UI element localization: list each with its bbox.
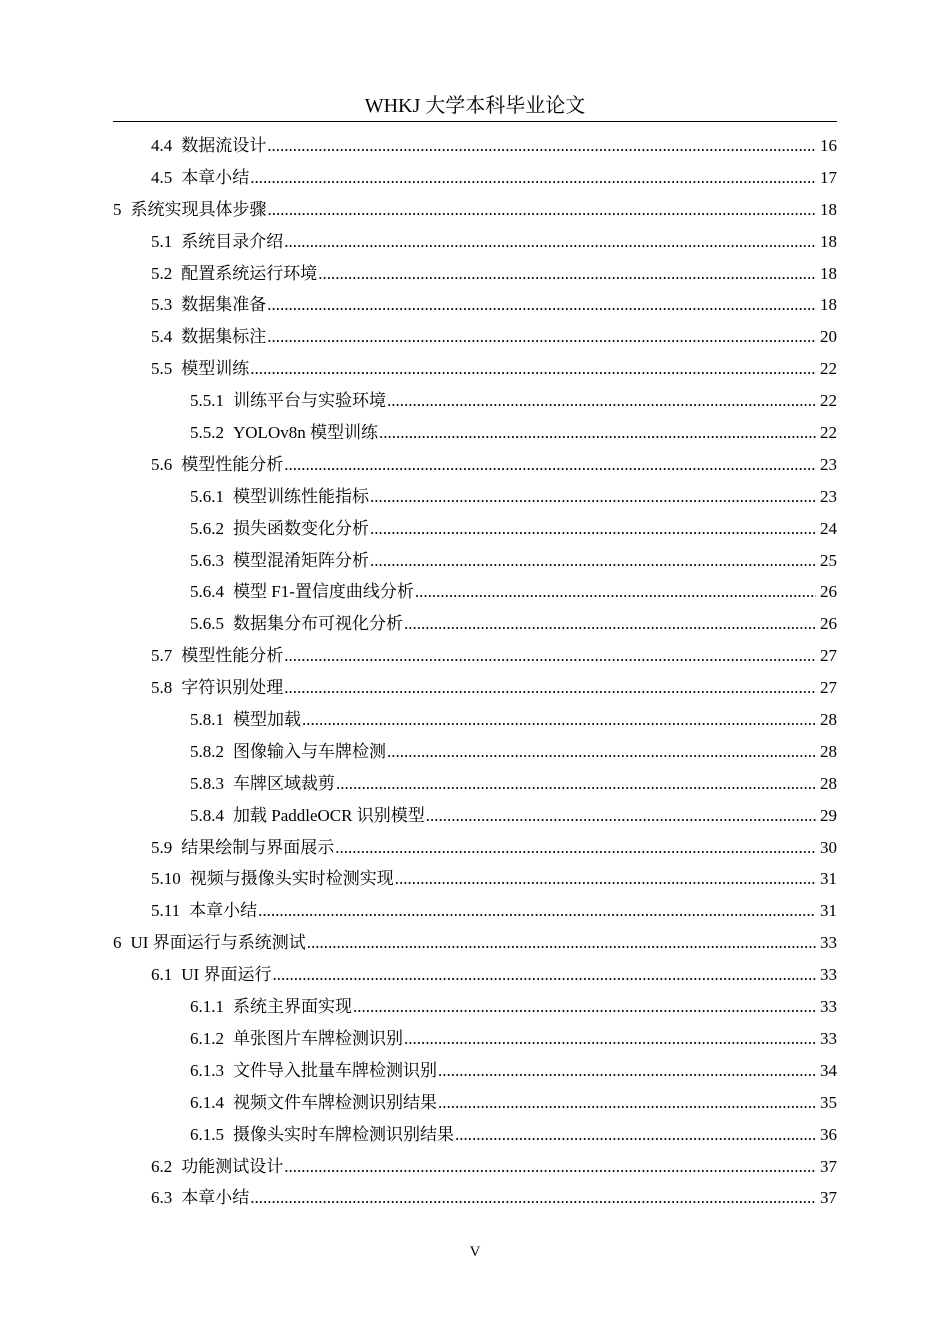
toc-entry-title: 模型加载 bbox=[233, 710, 301, 730]
toc-entry-title: 单张图片车牌检测识别 bbox=[233, 1028, 403, 1048]
toc-dot-leader bbox=[267, 130, 816, 162]
toc-entry-number: 6.1.1 bbox=[190, 997, 224, 1017]
toc-dot-leader bbox=[415, 576, 816, 608]
toc-dot-leader bbox=[438, 1055, 816, 1087]
toc-entry-page: 36 bbox=[820, 1124, 837, 1144]
toc-entry-number: 5.6.4 bbox=[190, 582, 224, 602]
toc-dot-leader bbox=[370, 545, 816, 577]
toc-entry-page: 20 bbox=[820, 327, 837, 347]
toc-entry-page: 18 bbox=[820, 231, 837, 251]
toc-entry-number: 5.8.3 bbox=[190, 773, 224, 793]
toc-entry-title: 本章小结 bbox=[181, 1188, 250, 1208]
toc-entry-number: 5.6.3 bbox=[190, 550, 224, 570]
toc-dot-leader bbox=[455, 1119, 816, 1151]
toc-entry-title: 模型 F1-置信度曲线分析 bbox=[233, 582, 414, 602]
toc-entry[interactable] bbox=[113, 289, 837, 321]
toc-entry-page: 31 bbox=[820, 869, 837, 889]
toc-entry-title: 结果绘制与界面展示 bbox=[181, 837, 335, 857]
toc-dot-leader bbox=[267, 289, 816, 321]
toc-entry[interactable] bbox=[113, 353, 837, 385]
toc-entry[interactable] bbox=[113, 991, 837, 1023]
toc-dot-leader bbox=[387, 385, 816, 417]
toc-entry-page: 31 bbox=[820, 901, 837, 921]
toc-entry-number: 6.1.2 bbox=[190, 1028, 224, 1048]
toc-entry-number: 5.1 bbox=[151, 231, 173, 251]
toc-entry-page: 28 bbox=[820, 741, 837, 761]
toc-entry-number: 5.6.1 bbox=[190, 486, 224, 506]
toc-entry-title: 视频与摄像头实时检测实现 bbox=[189, 869, 394, 889]
toc-dot-leader bbox=[404, 1023, 816, 1055]
toc-entry-page: 33 bbox=[820, 997, 837, 1017]
toc-entry[interactable] bbox=[113, 1023, 837, 1055]
toc-entry[interactable] bbox=[113, 895, 837, 927]
toc-entry-number: 5.5 bbox=[151, 359, 173, 379]
toc-entry[interactable] bbox=[113, 1151, 837, 1183]
toc-entry-title: 模型性能分析 bbox=[181, 454, 284, 474]
toc-dot-leader bbox=[250, 162, 816, 194]
toc-entry-number: 6.2 bbox=[151, 1156, 173, 1176]
toc-dot-leader bbox=[370, 513, 816, 545]
toc-entry[interactable] bbox=[113, 927, 837, 959]
toc-dot-leader bbox=[272, 959, 816, 991]
toc-entry-number: 6.1.4 bbox=[190, 1092, 224, 1112]
toc-entry-number: 5.11 bbox=[151, 901, 181, 921]
toc-entry-title: 配置系统运行环境 bbox=[181, 263, 318, 283]
toc-entry[interactable] bbox=[113, 768, 837, 800]
toc-entry[interactable] bbox=[113, 194, 837, 226]
toc-dot-leader bbox=[250, 1182, 816, 1214]
toc-entry-page: 35 bbox=[820, 1092, 837, 1112]
toc-entry-title: 模型性能分析 bbox=[181, 646, 284, 666]
toc-entry[interactable] bbox=[113, 226, 837, 258]
toc-entry-number: 5.8.1 bbox=[190, 710, 224, 730]
toc-entry-title: 本章小结 bbox=[189, 901, 258, 921]
toc-dot-leader bbox=[336, 768, 816, 800]
toc-entry-title: 系统主界面实现 bbox=[233, 997, 352, 1017]
toc-entry[interactable] bbox=[113, 385, 837, 417]
toc-entry[interactable] bbox=[113, 1055, 837, 1087]
toc-entry-number: 4.5 bbox=[151, 167, 173, 187]
toc-entry-page: 27 bbox=[820, 678, 837, 698]
toc-dot-leader bbox=[284, 226, 816, 258]
toc-entry[interactable] bbox=[113, 576, 837, 608]
toc-dot-leader bbox=[318, 258, 816, 290]
toc-entry-page: 18 bbox=[820, 263, 837, 283]
toc-entry[interactable] bbox=[113, 608, 837, 640]
toc-entry-page: 28 bbox=[820, 773, 837, 793]
toc-dot-leader bbox=[353, 991, 816, 1023]
toc-entry-title: UI 界面运行 bbox=[181, 965, 272, 985]
toc-entry[interactable] bbox=[113, 832, 837, 864]
toc-entry-page: 37 bbox=[820, 1188, 837, 1208]
toc-entry-page: 23 bbox=[820, 454, 837, 474]
toc-entry[interactable] bbox=[113, 1087, 837, 1119]
toc-entry[interactable] bbox=[113, 449, 837, 481]
toc-entry-page: 30 bbox=[820, 837, 837, 857]
toc-entry-page: 34 bbox=[820, 1060, 837, 1080]
toc-entry-title: 模型训练性能指标 bbox=[233, 486, 369, 506]
toc-entry-number: 5.4 bbox=[151, 327, 173, 347]
toc-entry[interactable] bbox=[113, 1182, 837, 1214]
toc-entry-title: 损失函数变化分析 bbox=[233, 518, 369, 538]
header-rule bbox=[113, 121, 837, 122]
toc-entry-title: 数据集分布可视化分析 bbox=[233, 614, 403, 634]
toc-entry-number: 5.5.2 bbox=[190, 423, 224, 443]
toc-entry-page: 29 bbox=[820, 805, 837, 825]
toc-entry-page: 27 bbox=[820, 646, 837, 666]
toc-entry-number: 6.1.3 bbox=[190, 1060, 224, 1080]
toc-entry-title: 摄像头实时车牌检测识别结果 bbox=[233, 1124, 454, 1144]
toc-dot-leader bbox=[268, 194, 817, 226]
toc-entry-page: 18 bbox=[820, 199, 837, 219]
toc-entry-number: 5.8 bbox=[151, 678, 173, 698]
toc-entry[interactable] bbox=[113, 1119, 837, 1151]
toc-dot-leader bbox=[370, 481, 816, 513]
toc-entry-number: 5.6.2 bbox=[190, 518, 224, 538]
toc-dot-leader bbox=[258, 895, 816, 927]
toc-dot-leader bbox=[335, 832, 816, 864]
toc-entry-number: 5.8.4 bbox=[190, 805, 224, 825]
toc-entry-number: 5 bbox=[113, 199, 122, 219]
running-header: WHKJ 大学本科毕业论文 bbox=[364, 95, 586, 117]
toc-entry-number: 5.6 bbox=[151, 454, 173, 474]
toc-entry-number: 5.10 bbox=[151, 869, 181, 889]
toc-entry-page: 33 bbox=[820, 1028, 837, 1048]
toc-entry-title: 数据流设计 bbox=[181, 136, 267, 155]
toc-entry-page: 22 bbox=[820, 423, 837, 443]
toc-entry-page: 26 bbox=[820, 582, 837, 602]
toc-entry-page: 25 bbox=[820, 550, 837, 570]
toc-entry[interactable] bbox=[113, 959, 837, 991]
toc-entry-title: 图像输入与车牌检测 bbox=[233, 741, 386, 761]
toc-entry-page: 18 bbox=[820, 295, 837, 315]
toc-entry-page: 33 bbox=[820, 933, 837, 953]
toc-entry-title: 加载 PaddleOCR 识别模型 bbox=[233, 805, 425, 825]
toc-entry-number: 5.9 bbox=[151, 837, 173, 857]
toc-entry[interactable] bbox=[113, 736, 837, 768]
toc-entry[interactable] bbox=[113, 162, 837, 194]
toc-dot-leader bbox=[395, 863, 816, 895]
toc-entry-number: 4.4 bbox=[151, 136, 173, 155]
toc-entry-title: UI 界面运行与系统测试 bbox=[130, 933, 306, 953]
toc-entry-page: 26 bbox=[820, 614, 837, 634]
toc-entry-title: YOLOv8n 模型训练 bbox=[233, 423, 378, 443]
toc-entry-number: 5.7 bbox=[151, 646, 173, 666]
toc-entry-title: 训练平台与实验环境 bbox=[233, 391, 386, 411]
toc-dot-leader bbox=[438, 1087, 816, 1119]
toc-dot-leader bbox=[267, 321, 816, 353]
toc-entry-page: 28 bbox=[820, 710, 837, 730]
page-number: V bbox=[469, 1244, 481, 1260]
toc-entry[interactable] bbox=[113, 640, 837, 672]
toc-entry-title: 车牌区域裁剪 bbox=[233, 773, 335, 793]
toc-entry-title: 功能测试设计 bbox=[181, 1156, 284, 1176]
toc-entry[interactable] bbox=[113, 800, 837, 832]
toc-entry-title: 字符识别处理 bbox=[181, 678, 284, 698]
toc-entry-number: 5.6.5 bbox=[190, 614, 224, 634]
toc-entry-page: 22 bbox=[820, 391, 837, 411]
toc-dot-leader bbox=[284, 672, 816, 704]
toc-entry-page: 24 bbox=[820, 518, 837, 538]
table-of-contents bbox=[113, 130, 837, 1214]
toc-dot-leader bbox=[302, 704, 816, 736]
toc-entry-page: 22 bbox=[820, 359, 837, 379]
toc-dot-leader bbox=[307, 927, 816, 959]
toc-entry[interactable] bbox=[113, 672, 837, 704]
toc-entry[interactable] bbox=[113, 481, 837, 513]
toc-entry-page: 17 bbox=[820, 167, 837, 187]
toc-dot-leader bbox=[379, 417, 816, 449]
toc-entry-number: 5.2 bbox=[151, 263, 173, 283]
toc-entry-number: 6.1 bbox=[151, 965, 173, 985]
toc-entry-title: 文件导入批量车牌检测识别 bbox=[233, 1060, 437, 1080]
toc-entry-title: 模型训练 bbox=[181, 359, 250, 379]
toc-entry[interactable] bbox=[113, 258, 837, 290]
toc-entry[interactable] bbox=[113, 863, 837, 895]
toc-entry[interactable] bbox=[113, 130, 837, 162]
toc-dot-leader bbox=[404, 608, 816, 640]
toc-entry-title: 视频文件车牌检测识别结果 bbox=[233, 1092, 437, 1112]
toc-entry[interactable] bbox=[113, 513, 837, 545]
toc-entry-title: 本章小结 bbox=[181, 167, 250, 187]
toc-entry-number: 5.3 bbox=[151, 295, 173, 315]
toc-entry-page: 37 bbox=[820, 1156, 837, 1176]
toc-entry-number: 5.5.1 bbox=[190, 391, 224, 411]
toc-entry-page: 16 bbox=[820, 136, 837, 155]
toc-entry[interactable] bbox=[113, 704, 837, 736]
toc-entry-number: 6.3 bbox=[151, 1188, 173, 1208]
toc-entry-page: 33 bbox=[820, 965, 837, 985]
toc-entry-title: 系统实现具体步骤 bbox=[130, 199, 267, 219]
toc-entry-title: 系统目录介绍 bbox=[181, 231, 284, 251]
toc-entry-number: 6.1.5 bbox=[190, 1124, 224, 1144]
toc-entry-number: 6 bbox=[113, 933, 122, 953]
toc-entry-number: 5.8.2 bbox=[190, 741, 224, 761]
toc-entry-title: 数据集标注 bbox=[181, 327, 267, 347]
toc-dot-leader bbox=[284, 449, 816, 481]
toc-entry[interactable] bbox=[113, 417, 837, 449]
toc-dot-leader bbox=[387, 736, 816, 768]
toc-entry[interactable] bbox=[113, 321, 837, 353]
toc-dot-leader bbox=[426, 800, 816, 832]
toc-entry-title: 模型混淆矩阵分析 bbox=[233, 550, 369, 570]
toc-dot-leader bbox=[284, 640, 816, 672]
toc-dot-leader bbox=[284, 1151, 816, 1183]
toc-entry[interactable] bbox=[113, 545, 837, 577]
toc-entry-page: 23 bbox=[820, 486, 837, 506]
toc-entry-title: 数据集准备 bbox=[181, 295, 267, 315]
toc-dot-leader bbox=[250, 353, 816, 385]
